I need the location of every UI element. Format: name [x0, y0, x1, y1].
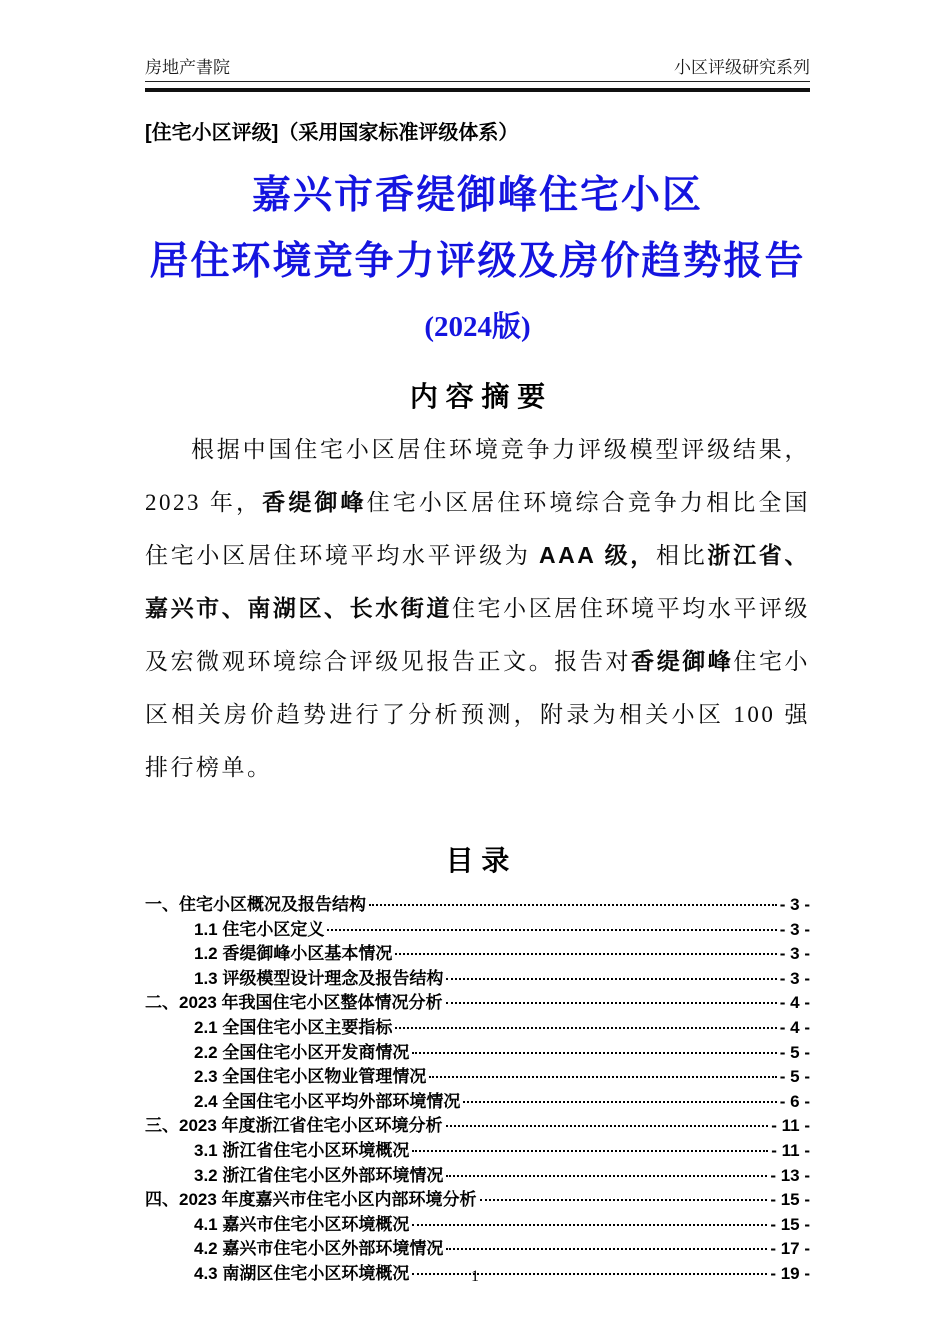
- toc-entry-label: 一、住宅小区概况及报告结构: [145, 895, 366, 914]
- toc-dot-leader: [369, 904, 777, 906]
- toc-dot-leader: [480, 1199, 768, 1201]
- rating-system-tagline: [住宅小区评级]（采用国家标准评级体系）: [145, 122, 519, 144]
- toc-entry-page-number: - 13 -: [770, 1165, 810, 1185]
- summary-paragraph: [145, 423, 810, 794]
- toc-entry: [145, 1161, 810, 1186]
- toc-dot-leader: [327, 929, 776, 931]
- report-edition: (2024版): [424, 311, 531, 343]
- toc-dot-leader: [395, 1027, 776, 1029]
- toc-entry-label: 4.1 嘉兴市住宅小区环境概况: [194, 1214, 410, 1234]
- toc-entry: [145, 1087, 810, 1112]
- summary-text-run: 相比: [655, 543, 708, 568]
- toc-entry-label: 2.4 全国住宅小区平均外部环境情况: [194, 1091, 461, 1111]
- toc-entry-label: 二、2023 年我国住宅小区整体情况分析: [145, 993, 443, 1013]
- toc-dot-leader: [412, 1052, 776, 1054]
- page-number: 1: [471, 1268, 479, 1285]
- report-title-line2: 居住环境竞争力评级及房价趋势报告: [149, 240, 806, 283]
- toc-entry: [145, 1136, 810, 1161]
- toc-entry-page-number: - 5 -: [779, 1067, 810, 1087]
- header-left-text: 房地产書院: [145, 58, 230, 77]
- toc-dot-leader: [446, 1125, 769, 1127]
- toc-dot-leader: [463, 1101, 776, 1103]
- toc-entry-page-number: - 15 -: [770, 1214, 810, 1234]
- toc-entry-page-number: - 3 -: [779, 968, 810, 988]
- toc-entry: [145, 1210, 810, 1235]
- toc-entry-label: 四、2023 年度嘉兴市住宅小区内部环境分析: [145, 1190, 477, 1210]
- toc-entry: [145, 915, 810, 940]
- toc-entry-page-number: - 11 -: [771, 1116, 810, 1136]
- toc-dot-leader: [412, 1150, 768, 1152]
- toc-dot-leader: [446, 1002, 777, 1004]
- toc-heading: 目 录: [445, 845, 510, 876]
- summary-emphasis-run: 浙江省、嘉兴市、南湖区、长水街道: [145, 542, 810, 621]
- toc-dot-leader: [412, 1224, 767, 1226]
- toc-entry-label: 2.1 全国住宅小区主要指标: [194, 1017, 393, 1037]
- toc-entry: [145, 1062, 810, 1087]
- toc-entry: [145, 988, 810, 1013]
- toc-entry-page-number: - 4 -: [779, 993, 810, 1013]
- toc-entry-page-number: - 5 -: [779, 1042, 810, 1062]
- toc-entry: [145, 1013, 810, 1038]
- toc-entry-label: 3.1 浙江省住宅小区环境概况: [194, 1140, 410, 1160]
- toc-entry-label: 三、2023 年度浙江省住宅小区环境分析: [145, 1116, 443, 1136]
- toc-dot-leader: [446, 978, 776, 980]
- toc-entry: [145, 964, 810, 989]
- toc-entry-label: 4.2 嘉兴市住宅小区外部环境情况: [194, 1239, 444, 1259]
- toc-dot-leader: [446, 1248, 767, 1250]
- header-right-text: 小区评级研究系列: [674, 58, 810, 77]
- summary-emphasis-run: 香缇御峰: [631, 648, 734, 674]
- toc-entry-page-number: - 15 -: [770, 1190, 810, 1210]
- toc-entry-label: 3.2 浙江省住宅小区外部环境情况: [194, 1165, 444, 1185]
- summary-text-run: 根据中国住宅小区居住环境竞争力评级模型评级结果，2023 年，: [145, 437, 810, 515]
- toc-entry-page-number: - 17 -: [770, 1239, 810, 1259]
- toc-entry: [145, 1111, 810, 1136]
- toc-dot-leader: [395, 953, 776, 955]
- summary-emphasis-run: 香缇御峰: [262, 489, 367, 515]
- toc-entry: [145, 1234, 810, 1259]
- page-footer: [0, 1268, 950, 1286]
- page-header: [145, 56, 810, 82]
- toc-entry-page-number: - 6 -: [779, 1091, 810, 1111]
- summary-text-run: 住宅小区居住环境平均水平评级及宏微观环境综合评级见报告正文。报告对: [145, 596, 811, 674]
- toc-entry: [145, 1185, 810, 1210]
- toc-entry-page-number: - 3 -: [779, 944, 810, 964]
- toc-entry-page-number: - 11 -: [771, 1140, 810, 1160]
- toc-dot-leader: [429, 1076, 776, 1078]
- toc-entry-label: 2.3 全国住宅小区物业管理情况: [194, 1067, 427, 1087]
- toc-list: [145, 890, 810, 1284]
- toc-entry-label: 4.3 南湖区住宅小区环境概况: [194, 1263, 410, 1283]
- toc-entry-page-number: - 3 -: [779, 919, 810, 939]
- summary-emphasis-run: AAA 级，: [539, 542, 656, 568]
- toc-entry-page-number: - 19 -: [770, 1263, 810, 1283]
- toc-entry: [145, 890, 810, 915]
- toc-entry-label: 1.2 香缇御峰小区基本情况: [194, 944, 393, 964]
- report-title-line1: 嘉兴市香缇御峰住宅小区: [251, 174, 703, 217]
- toc-entry: [145, 1038, 810, 1063]
- toc-entry: [145, 939, 810, 964]
- toc-entry-label: 2.2 全国住宅小区开发商情况: [194, 1042, 410, 1062]
- summary-heading: 内 容 摘 要: [409, 381, 546, 412]
- toc-entry-page-number: - 3 -: [779, 895, 810, 914]
- toc-entry-label: 1.3 评级模型设计理念及报告结构: [194, 968, 444, 988]
- toc-entry-page-number: - 4 -: [779, 1017, 810, 1037]
- summary-text-run: 住宅小区居住环境综合竞争力相比全国住宅小区居住环境平均水平评级为: [145, 490, 811, 568]
- summary-text-run: 住宅小区相关房价趋势进行了分析预测，附录为相关小区 100 强排行榜单。: [145, 649, 811, 780]
- header-rule: [145, 88, 810, 92]
- toc-entry-label: 1.1 住宅小区定义: [194, 919, 325, 939]
- toc-dot-leader: [446, 1175, 767, 1177]
